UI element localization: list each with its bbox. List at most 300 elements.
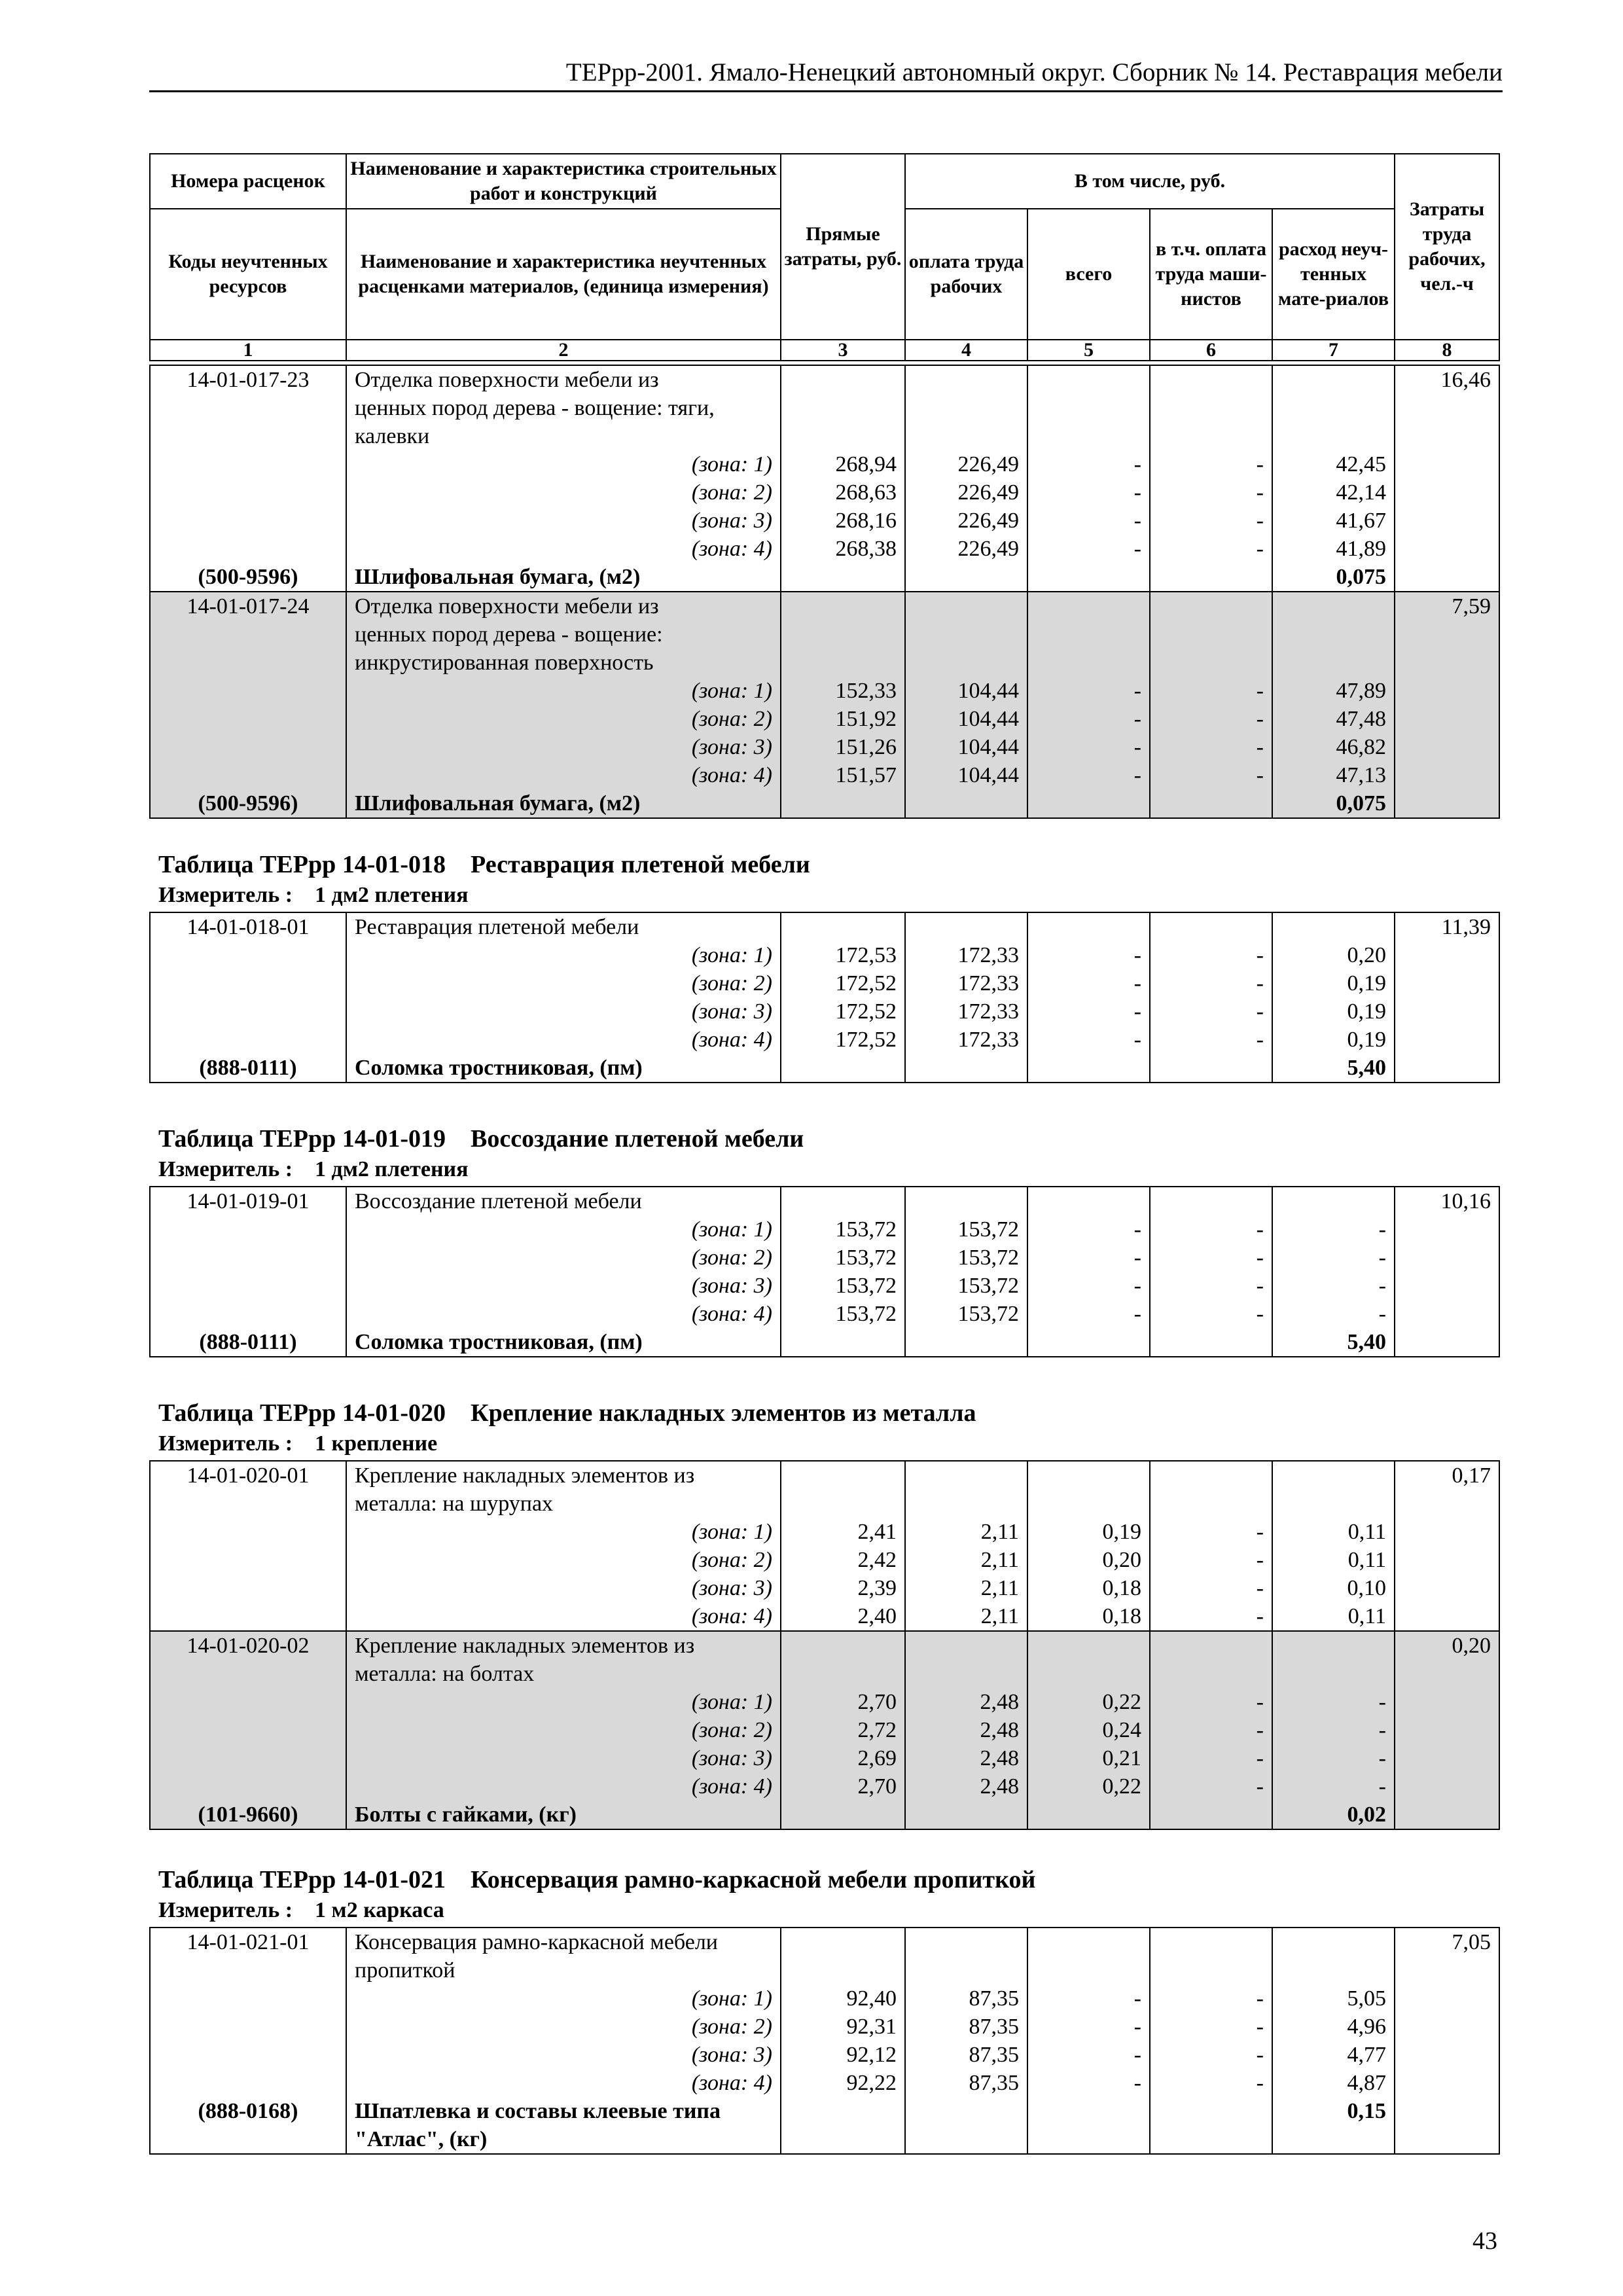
machinist-wages-cost: -: [1150, 478, 1272, 507]
table-cell: [1150, 394, 1272, 422]
machine-cost: -: [1027, 1026, 1150, 1054]
direct-cost: 2,70: [781, 1772, 905, 1801]
table-cell: [1150, 1956, 1272, 1984]
materials-cost: 0,10: [1272, 1574, 1395, 1602]
table-cell: [781, 1054, 905, 1083]
col-num: 4: [905, 340, 1027, 361]
table-cell: [1150, 2125, 1272, 2154]
machine-cost: -: [1027, 2041, 1150, 2069]
table-cell: [150, 1026, 346, 1054]
table-cell: [781, 1490, 905, 1518]
table-row: [150, 535, 1499, 563]
table-cell: [1027, 1187, 1150, 1215]
table-cell: [905, 789, 1027, 818]
machinist-wages-cost: -: [1150, 733, 1272, 761]
table-cell: [150, 761, 346, 789]
rates-table: [149, 1460, 1500, 1830]
direct-cost: 268,38: [781, 535, 905, 563]
table-row: [150, 1546, 1499, 1574]
table-cell: [781, 1328, 905, 1357]
machine-cost: -: [1027, 1984, 1150, 2013]
materials-cost: -: [1272, 1272, 1395, 1300]
measure-unit: Измеритель : 1 дм2 плетения: [158, 883, 469, 907]
table-cell: [150, 705, 346, 733]
machinist-wages-cost: -: [1150, 535, 1272, 563]
zone-label: (зона: 2): [346, 1716, 781, 1744]
resource-code: (888-0168): [150, 2097, 346, 2125]
machinist-wages-cost: -: [1150, 1300, 1272, 1328]
table-cell: [150, 535, 346, 563]
wages-cost: 87,35: [905, 2013, 1027, 2041]
resource-amount: 5,40: [1272, 1054, 1395, 1083]
zone-label: (зона: 4): [346, 1300, 781, 1328]
table-cell: [905, 422, 1027, 450]
materials-cost: 0,11: [1272, 1518, 1395, 1546]
table-row: [150, 1801, 1499, 1829]
wages-cost: 104,44: [905, 733, 1027, 761]
machine-cost: -: [1027, 1244, 1150, 1272]
rate-code: 14-01-017-24: [150, 592, 346, 620]
col-num: 8: [1395, 340, 1499, 361]
table-row: [150, 563, 1499, 592]
table-row: [150, 941, 1499, 969]
table-row: [150, 422, 1499, 450]
table-cell: [150, 1716, 346, 1744]
table-row: [150, 1956, 1499, 1984]
header-work-name: Наименование и характеристика строительных работ и конструкций: [346, 154, 781, 209]
table-cell: [781, 789, 905, 818]
resource-amount: 0,02: [1272, 1801, 1395, 1829]
zone-label: (зона: 4): [346, 1602, 781, 1631]
table-cell: [1027, 1631, 1150, 1660]
table-row: [150, 1772, 1499, 1801]
materials-cost: -: [1272, 1688, 1395, 1716]
table-cell: [150, 478, 346, 507]
table-cell: [1150, 1461, 1272, 1490]
header-labor-costs: Затраты труда рабочих, чел.-ч: [1395, 154, 1499, 340]
zone-label: (зона: 3): [346, 997, 781, 1026]
materials-cost: 5,05: [1272, 1984, 1395, 2013]
machinist-wages-cost: -: [1150, 1215, 1272, 1244]
table-row: [150, 2041, 1499, 2069]
machinist-wages-cost: -: [1150, 1026, 1272, 1054]
table-row: [150, 677, 1499, 705]
table-cell: [1272, 1461, 1395, 1490]
table-cell: [1395, 1801, 1499, 1829]
table-cell: [1395, 1328, 1499, 1357]
table-cell: [905, 1928, 1027, 1956]
table-row: [150, 912, 1499, 941]
table-row: [150, 2097, 1499, 2125]
zone-label: (зона: 2): [346, 1546, 781, 1574]
table-row: [150, 2125, 1499, 2154]
table-row: [150, 969, 1499, 997]
page-header: ТЕРрр-2001. Ямало-Ненецкий автономный округ. Сборник № 14. Реставрация мебели: [149, 58, 1503, 92]
wages-cost: 104,44: [905, 705, 1027, 733]
machine-cost: 0,24: [1027, 1716, 1150, 1744]
resource-amount: 0,075: [1272, 789, 1395, 818]
wages-cost: 226,49: [905, 478, 1027, 507]
table-cell: [150, 1984, 346, 2013]
machinist-wages-cost: -: [1150, 761, 1272, 789]
table-row: [150, 1272, 1499, 1300]
resource-name: Шпатлевка и составы клеевые типа: [346, 2097, 781, 2125]
table-row: [150, 1744, 1499, 1772]
table-cell: [1150, 592, 1272, 620]
resource-name: Соломка тростниковая, (пм): [346, 1054, 781, 1083]
table-cell: [1272, 1187, 1395, 1215]
machinist-wages-cost: -: [1150, 1984, 1272, 2013]
direct-cost: 92,31: [781, 2013, 905, 2041]
materials-cost: -: [1272, 1772, 1395, 1801]
table-cell: [1395, 761, 1499, 789]
table-cell: [781, 422, 905, 450]
direct-cost: 151,26: [781, 733, 905, 761]
table-cell: [150, 997, 346, 1026]
wages-cost: 2,48: [905, 1716, 1027, 1744]
table-cell: [1272, 912, 1395, 941]
table-cell: [1395, 1744, 1499, 1772]
table-cell: [1027, 912, 1150, 941]
section-title: Таблица ТЕРрр 14-01-018 Реставрация плетеной мебели: [158, 851, 810, 878]
table-cell: [1272, 2125, 1395, 2154]
machine-cost: 0,22: [1027, 1772, 1150, 1801]
table-row: [150, 705, 1499, 733]
work-name: металла: на болтах: [346, 1660, 781, 1688]
table-cell: [1150, 2097, 1272, 2125]
machinist-wages-cost: -: [1150, 969, 1272, 997]
materials-cost: 47,48: [1272, 705, 1395, 733]
wages-cost: 153,72: [905, 1300, 1027, 1328]
direct-cost: 153,72: [781, 1244, 905, 1272]
materials-cost: 0,11: [1272, 1546, 1395, 1574]
table-row: [150, 1660, 1499, 1688]
table-cell: [1395, 1716, 1499, 1744]
table-cell: [1150, 1490, 1272, 1518]
table-cell: [1150, 1928, 1272, 1956]
direct-cost: 152,33: [781, 677, 905, 705]
col-num: 3: [781, 340, 905, 361]
machine-cost: 0,18: [1027, 1602, 1150, 1631]
table-row: [150, 1054, 1499, 1083]
work-name: инкрустированная поверхность: [346, 649, 781, 677]
table-cell: [1395, 2097, 1499, 2125]
table-cell: [1150, 422, 1272, 450]
table-cell: [1150, 365, 1272, 394]
table-cell: [1027, 1054, 1150, 1083]
table-cell: [1272, 620, 1395, 649]
materials-cost: 42,14: [1272, 478, 1395, 507]
table-cell: [1027, 1490, 1150, 1518]
table-cell: [1395, 969, 1499, 997]
table-row: [150, 2013, 1499, 2041]
table-cell: [150, 677, 346, 705]
table-cell: [1027, 394, 1150, 422]
table-cell: [1395, 450, 1499, 478]
machine-cost: 0,18: [1027, 1574, 1150, 1602]
table-cell: [781, 649, 905, 677]
materials-cost: -: [1272, 1716, 1395, 1744]
table-cell: [150, 2069, 346, 2097]
table-cell: [905, 1631, 1027, 1660]
header-machinist-wages: в т.ч. оплата труда маши-нистов: [1150, 209, 1272, 340]
resource-name: Соломка тростниковая, (пм): [346, 1328, 781, 1357]
table-cell: [1395, 1602, 1499, 1631]
work-name: Реставрация плетеной мебели: [346, 912, 781, 941]
table-row: [150, 1688, 1499, 1716]
table-cell: [905, 1461, 1027, 1490]
zone-label: (зона: 1): [346, 1518, 781, 1546]
machinist-wages-cost: -: [1150, 1688, 1272, 1716]
machinist-wages-cost: -: [1150, 1772, 1272, 1801]
header-wages: оплата труда рабочих: [905, 209, 1027, 340]
table-row: [150, 620, 1499, 649]
labor-cost: 10,16: [1395, 1187, 1499, 1215]
table-cell: [1027, 2125, 1150, 2154]
table-cell: [1150, 1054, 1272, 1083]
table-row: [150, 592, 1499, 620]
table-cell: [150, 2013, 346, 2041]
machinist-wages-cost: -: [1150, 1244, 1272, 1272]
resource-amount: 0,075: [1272, 563, 1395, 592]
zone-label: (зона: 2): [346, 478, 781, 507]
header-resource-codes: Коды неучтенных ресурсов: [150, 209, 346, 340]
table-cell: [1027, 365, 1150, 394]
table-cell: [1027, 1660, 1150, 1688]
header-material-name: Наименование и характеристика неучтенных расценками материалов, (единица измерения): [346, 209, 781, 340]
direct-cost: 2,69: [781, 1744, 905, 1772]
machinist-wages-cost: -: [1150, 507, 1272, 535]
direct-cost: 172,53: [781, 941, 905, 969]
table-cell: [1395, 997, 1499, 1026]
column-header-table: [149, 153, 1500, 361]
col-num: 1: [150, 340, 346, 361]
work-name: Отделка поверхности мебели из: [346, 592, 781, 620]
work-name: Крепление накладных элементов из: [346, 1631, 781, 1660]
table-cell: [905, 394, 1027, 422]
table-row: [150, 1187, 1499, 1215]
machine-cost: -: [1027, 2013, 1150, 2041]
labor-cost: 16,46: [1395, 365, 1499, 394]
zone-label: (зона: 1): [346, 677, 781, 705]
machinist-wages-cost: -: [1150, 2041, 1272, 2069]
table-row: [150, 1518, 1499, 1546]
table-cell: [905, 912, 1027, 941]
work-name: Воссоздание плетеной мебели: [346, 1187, 781, 1215]
table-cell: [1395, 1984, 1499, 2013]
wages-cost: 2,11: [905, 1602, 1027, 1631]
table-cell: [781, 1187, 905, 1215]
wages-cost: 2,48: [905, 1744, 1027, 1772]
table-cell: [1272, 1660, 1395, 1688]
table-cell: [1027, 422, 1150, 450]
table-cell: [1395, 563, 1499, 592]
col-num: 7: [1272, 340, 1395, 361]
table-cell: [150, 1956, 346, 1984]
table-cell: [1395, 2013, 1499, 2041]
table-cell: [1150, 1187, 1272, 1215]
table-cell: [781, 365, 905, 394]
machine-cost: -: [1027, 535, 1150, 563]
machine-cost: -: [1027, 1300, 1150, 1328]
resource-code: (500-9596): [150, 789, 346, 818]
table-cell: [1027, 592, 1150, 620]
table-cell: [905, 1054, 1027, 1083]
wages-cost: 226,49: [905, 535, 1027, 563]
resource-code: (888-0111): [150, 1328, 346, 1357]
materials-cost: 0,20: [1272, 941, 1395, 969]
table-cell: [150, 649, 346, 677]
section-title: Таблица ТЕРрр 14-01-021 Консервация рамно-каркасной мебели пропиткой: [158, 1866, 1036, 1893]
table-cell: [1395, 1272, 1499, 1300]
wages-cost: 226,49: [905, 507, 1027, 535]
wages-cost: 2,48: [905, 1772, 1027, 1801]
table-cell: [1395, 422, 1499, 450]
table-cell: [150, 1518, 346, 1546]
machinist-wages-cost: -: [1150, 941, 1272, 969]
header-unaccounted-materials: расход неуч-тенных мате-риалов: [1272, 209, 1395, 340]
table-cell: [1395, 507, 1499, 535]
work-name: Крепление накладных элементов из: [346, 1461, 781, 1490]
machine-cost: -: [1027, 450, 1150, 478]
table-cell: [1272, 365, 1395, 394]
machine-cost: -: [1027, 1215, 1150, 1244]
table-cell: [781, 1801, 905, 1829]
materials-cost: 0,11: [1272, 1602, 1395, 1631]
table-cell: [905, 592, 1027, 620]
table-cell: [781, 1461, 905, 1490]
rates-table: [149, 1186, 1500, 1357]
table-cell: [1395, 478, 1499, 507]
table-cell: [1395, 1244, 1499, 1272]
table-cell: [1272, 1490, 1395, 1518]
work-name: калевки: [346, 422, 781, 450]
resource-name: Шлифовальная бумага, (м2): [346, 789, 781, 818]
materials-cost: 41,67: [1272, 507, 1395, 535]
zone-label: (зона: 4): [346, 2069, 781, 2097]
table-cell: [781, 592, 905, 620]
table-cell: [1395, 649, 1499, 677]
work-name: ценных пород дерева - вощение: тяги,: [346, 394, 781, 422]
resource-amount: 0,15: [1272, 2097, 1395, 2125]
table-cell: [1395, 1300, 1499, 1328]
zone-label: (зона: 1): [346, 1215, 781, 1244]
direct-cost: 153,72: [781, 1215, 905, 1244]
table-cell: [1027, 649, 1150, 677]
wages-cost: 226,49: [905, 450, 1027, 478]
table-row: [150, 1928, 1499, 1956]
table-cell: [1395, 1660, 1499, 1688]
machine-cost: -: [1027, 478, 1150, 507]
machinist-wages-cost: -: [1150, 997, 1272, 1026]
machinist-wages-cost: -: [1150, 1272, 1272, 1300]
table-cell: [905, 649, 1027, 677]
wages-cost: 172,33: [905, 941, 1027, 969]
table-cell: [150, 1602, 346, 1631]
table-cell: [150, 1772, 346, 1801]
page-number: 43: [1472, 2227, 1497, 2255]
table-row: [150, 761, 1499, 789]
zone-label: (зона: 4): [346, 1772, 781, 1801]
materials-cost: -: [1272, 1300, 1395, 1328]
table-cell: [1150, 1328, 1272, 1357]
table-cell: [150, 733, 346, 761]
table-cell: [150, 1272, 346, 1300]
work-name: металла: на шурупах: [346, 1490, 781, 1518]
table-cell: [1395, 1026, 1499, 1054]
direct-cost: 2,41: [781, 1518, 905, 1546]
col-num: 2: [346, 340, 781, 361]
table-cell: [1395, 705, 1499, 733]
table-cell: [1395, 2069, 1499, 2097]
header-rate-numbers: Номера расценок: [150, 154, 346, 209]
table-row: [150, 1215, 1499, 1244]
machinist-wages-cost: -: [1150, 705, 1272, 733]
machine-cost: -: [1027, 705, 1150, 733]
table-cell: [150, 1660, 346, 1688]
machine-cost: 0,22: [1027, 1688, 1150, 1716]
table-cell: [150, 1490, 346, 1518]
table-cell: [905, 1956, 1027, 1984]
wages-cost: 2,11: [905, 1518, 1027, 1546]
machine-cost: -: [1027, 733, 1150, 761]
table-cell: [1395, 733, 1499, 761]
labor-cost: 11,39: [1395, 912, 1499, 941]
wages-cost: 104,44: [905, 761, 1027, 789]
wages-cost: 172,33: [905, 1026, 1027, 1054]
machine-cost: -: [1027, 941, 1150, 969]
table-cell: [1272, 394, 1395, 422]
table-row: [150, 1328, 1499, 1357]
machine-cost: 0,21: [1027, 1744, 1150, 1772]
table-cell: [150, 1744, 346, 1772]
labor-cost: 7,05: [1395, 1928, 1499, 1956]
table-cell: [905, 1187, 1027, 1215]
table-cell: [1395, 2125, 1499, 2154]
table-row: [150, 789, 1499, 818]
resource-name: Болты с гайками, (кг): [346, 1801, 781, 1829]
table-cell: [1395, 1054, 1499, 1083]
header-including: В том числе, руб.: [905, 154, 1395, 209]
table-cell: [1395, 789, 1499, 818]
table-cell: [905, 620, 1027, 649]
direct-cost: 151,92: [781, 705, 905, 733]
section-title: Таблица ТЕРрр 14-01-020 Крепление накладных элементов из металла: [158, 1399, 976, 1427]
rates-table: [149, 1927, 1500, 2155]
table-cell: [1150, 1631, 1272, 1660]
table-row: [150, 1244, 1499, 1272]
table-cell: [1395, 1956, 1499, 1984]
zone-label: (зона: 3): [346, 1574, 781, 1602]
table-cell: [781, 563, 905, 592]
table-cell: [1395, 535, 1499, 563]
machinist-wages-cost: -: [1150, 1546, 1272, 1574]
zone-label: (зона: 4): [346, 1026, 781, 1054]
resource-code: (888-0111): [150, 1054, 346, 1083]
table-row: [150, 507, 1499, 535]
table-cell: [1395, 1772, 1499, 1801]
machine-cost: -: [1027, 507, 1150, 535]
table-cell: [150, 1300, 346, 1328]
direct-cost: 172,52: [781, 997, 905, 1026]
table-cell: [781, 2097, 905, 2125]
table-cell: [1027, 1328, 1150, 1357]
wages-cost: 104,44: [905, 677, 1027, 705]
rates-table: [149, 365, 1500, 819]
table-cell: [150, 1244, 346, 1272]
rate-code: 14-01-021-01: [150, 1928, 346, 1956]
machinist-wages-cost: -: [1150, 1716, 1272, 1744]
